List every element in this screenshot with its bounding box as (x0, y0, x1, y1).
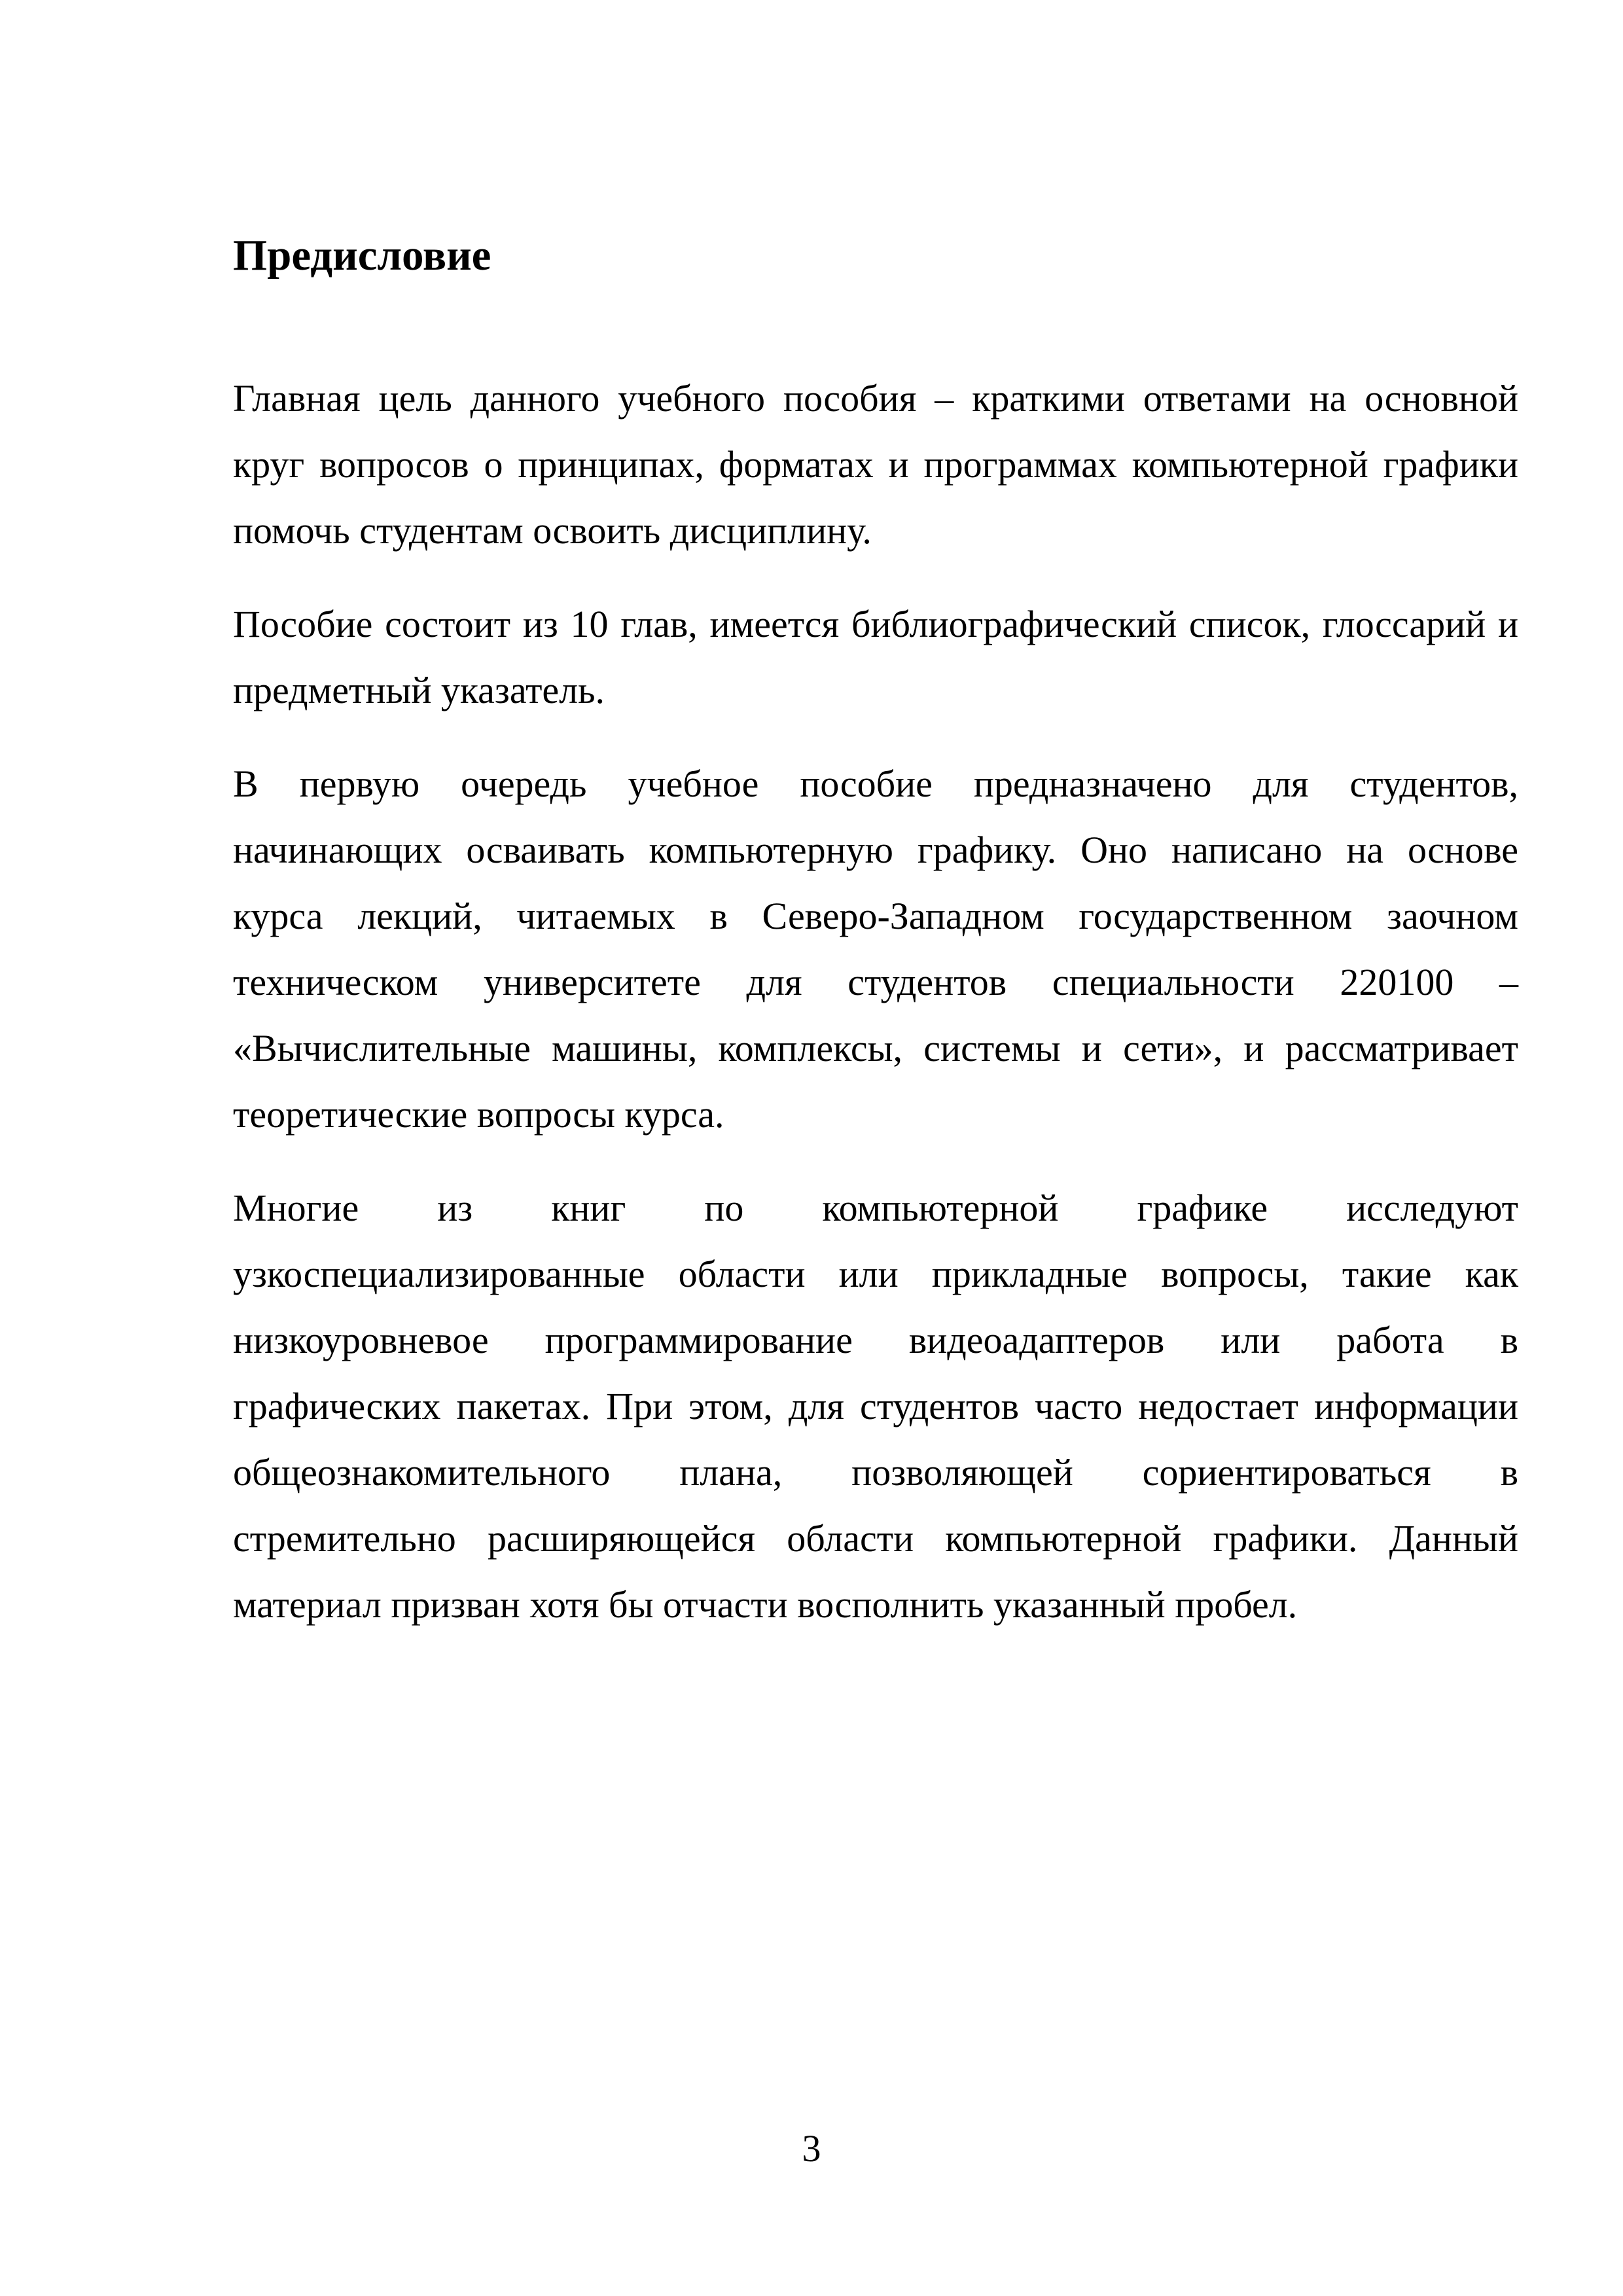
text-line: помочь студентам освоить дисциплину. (233, 509, 872, 552)
document-body (233, 365, 1518, 1638)
text-line: материал призван хотя бы отчасти восполнить указанный пробел. (233, 1583, 1298, 1626)
text-line: графических пакетах. При этом, для студентов часто недостает информации (233, 1385, 1518, 1427)
text-line: общеознакомительного плана, позволяющей сориентироваться в (233, 1451, 1518, 1494)
text-line: стремительно расширяющейся области компьютерной графики. Данный (233, 1517, 1518, 1560)
text-line: Многие из книг по компьютерной графике исследуют (233, 1187, 1518, 1229)
text-line: «Вычислительные машины, комплексы, системы и сети», и рассматривает (233, 1027, 1518, 1069)
paragraph-1 (233, 365, 1518, 564)
text-line: начинающих осваивать компьютерную графику. Оно написано на основе (233, 829, 1518, 871)
text-line: Пособие состоит из 10 глав, имеется библиографический список, глоссарий и (233, 603, 1518, 645)
text-line: техническом университете для студентов специальности 220100 – (233, 961, 1518, 1003)
text-line: круг вопросов о принципах, форматах и программах компьютерной графики (233, 443, 1518, 486)
text-line: Главная цель данного учебного пособия – краткими ответами на основной (233, 377, 1518, 420)
text-line: теоретические вопросы курса. (233, 1093, 724, 1136)
text-line: низкоуровневое программирование видеоадаптеров или работа в (233, 1319, 1518, 1361)
page-title: Предисловие (233, 231, 491, 279)
text-line: предметный указатель. (233, 669, 605, 711)
text-line: узкоспециализированные области или прикладные вопросы, такие как (233, 1253, 1518, 1295)
paragraph-2 (233, 591, 1518, 723)
text-line: В первую очередь учебное пособие предназначено для студентов, (233, 762, 1518, 805)
paragraph-3 (233, 751, 1518, 1147)
paragraph-4 (233, 1175, 1518, 1638)
text-line: курса лекций, читаемых в Северо-Западном государственном заочном (233, 895, 1518, 937)
page-number: 3 (802, 2127, 821, 2170)
